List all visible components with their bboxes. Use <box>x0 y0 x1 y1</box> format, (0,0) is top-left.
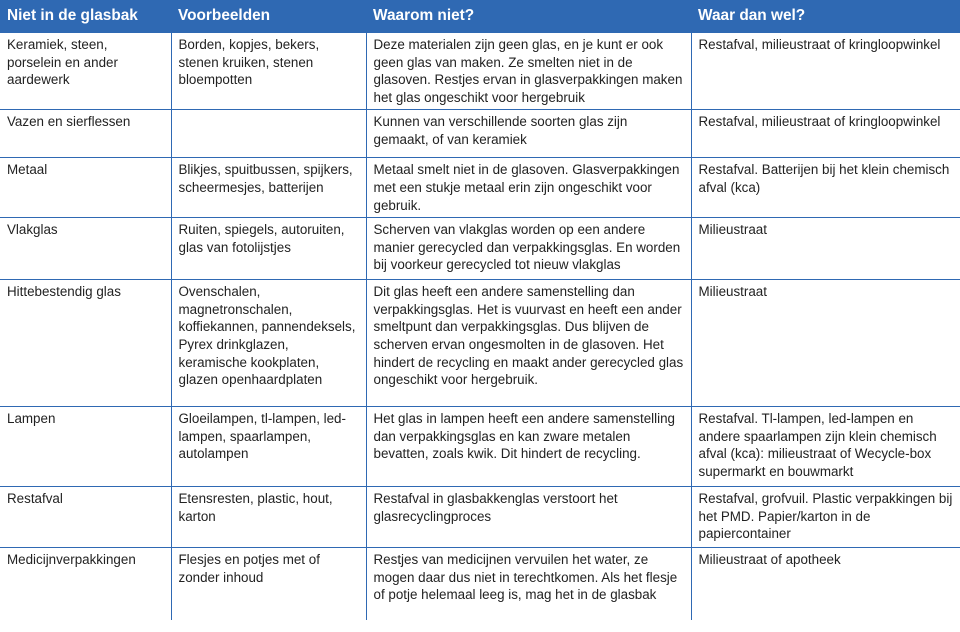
cell-examples: Flesjes en potjes met of zonder inhoud <box>171 548 366 620</box>
cell-material: Vazen en sierflessen <box>0 110 171 158</box>
cell-where: Milieustraat <box>691 218 960 280</box>
cell-examples: Ovenschalen, magnetronschalen, koffiekannen, pannendeksels, Pyrex drinkglazen, keramische kookplaten, glazen openhaardplaten <box>171 280 366 407</box>
cell-material: Restafval <box>0 487 171 548</box>
cell-where: Restafval. Batterijen bij het klein chemisch afval (kca) <box>691 158 960 218</box>
cell-where: Restafval, milieustraat of kringloopwinkel <box>691 110 960 158</box>
cell-reason: Deze materialen zijn geen glas, en je kunt er ook geen glas van maken. Ze smelten niet in de glasoven. Restjes ervan in glasverpakkingen maken het glas ongeschikt voor hergebruik <box>366 33 691 110</box>
cell-reason: Het glas in lampen heeft een andere samenstelling dan verpakkingsglas en kan zware metalen bevatten, zoals kwik. Dit hindert de recycling. <box>366 407 691 487</box>
table-row <box>0 487 960 548</box>
table-row <box>0 407 960 487</box>
table-row <box>0 280 960 407</box>
table-row <box>0 218 960 280</box>
cell-material: Hittebestendig glas <box>0 280 171 407</box>
cell-where: Restafval, grofvuil. Plastic verpakkingen bij het PMD. Papier/karton in de papiercontainer <box>691 487 960 548</box>
table-row <box>0 548 960 620</box>
cell-reason: Restafval in glasbakkenglas verstoort het glasrecyclingproces <box>366 487 691 548</box>
table-row <box>0 158 960 218</box>
header-row <box>0 0 960 33</box>
cell-material: Lampen <box>0 407 171 487</box>
table-body <box>0 33 960 620</box>
cell-material: Keramiek, steen, porselein en ander aardewerk <box>7 37 118 88</box>
cell-examples: Gloeilampen, tl-lampen, led-lampen, spaarlampen, autolampen <box>171 407 366 487</box>
cell-examples: Etensresten, plastic, hout, karton <box>171 487 366 548</box>
header-niet-in-de-glasbak: Niet in de glasbak <box>0 0 171 33</box>
cell-where: Restafval. Tl-lampen, led-lampen en andere spaarlampen zijn klein chemisch afval (kca): milieustraat of Wecycle-box supermarkt en bouwmarkt <box>691 407 960 487</box>
header-waar-dan-wel: Waar dan wel? <box>691 0 960 33</box>
cell-where: Restafval, milieustraat of kringloopwinkel <box>691 33 960 110</box>
cell-where: Milieustraat of apotheek <box>691 548 960 620</box>
cell-examples: Borden, kopjes, bekers, stenen kruiken, stenen bloempotten <box>171 33 366 110</box>
cell-reason: Scherven van vlakglas worden op een andere manier gerecycled dan verpakkingsglas. En worden bij voorkeur gerecycled tot nieuw vlakglas <box>366 218 691 280</box>
cell-reason: Dit glas heeft een andere samenstelling dan verpakkingsglas. Het is vuurvast en heeft een ander smeltpunt dan verpakkingsglas. Dus blijven de scherven ervan ongesmolten in de glasoven. Het hindert de recycling en maakt ander gerecycled glas ongeschikt voor hergebruik. <box>366 280 691 407</box>
table-row <box>0 110 960 158</box>
cell-examples <box>171 110 366 158</box>
cell-examples: Ruiten, spiegels, autoruiten, glas van fotolijstjes <box>171 218 366 280</box>
header-waarom-niet: Waarom niet? <box>366 0 691 33</box>
cell-examples: Blikjes, spuitbussen, spijkers, scheermesjes, batterijen <box>171 158 366 218</box>
cell-where: Milieustraat <box>691 280 960 407</box>
cell-material: Vlakglas <box>0 218 171 280</box>
cell-reason: Metaal smelt niet in de glasoven. Glasverpakkingen met een stukje metaal erin zijn ongeschikt voor gebruik. <box>366 158 691 218</box>
table-header <box>0 0 960 33</box>
cell-material: Medicijnverpakkingen <box>0 548 171 620</box>
cell-material: Metaal <box>0 158 171 218</box>
cell-reason: Restjes van medicijnen vervuilen het water, ze mogen daar dus niet in terechtkomen. Als het flesje of potje helemaal leeg is, mag het in de glasbak <box>366 548 691 620</box>
cell-reason: Kunnen van verschillende soorten glas zijn gemaakt, of van keramiek <box>366 110 691 158</box>
table-row <box>0 33 960 110</box>
header-voorbeelden: Voorbeelden <box>171 0 366 33</box>
